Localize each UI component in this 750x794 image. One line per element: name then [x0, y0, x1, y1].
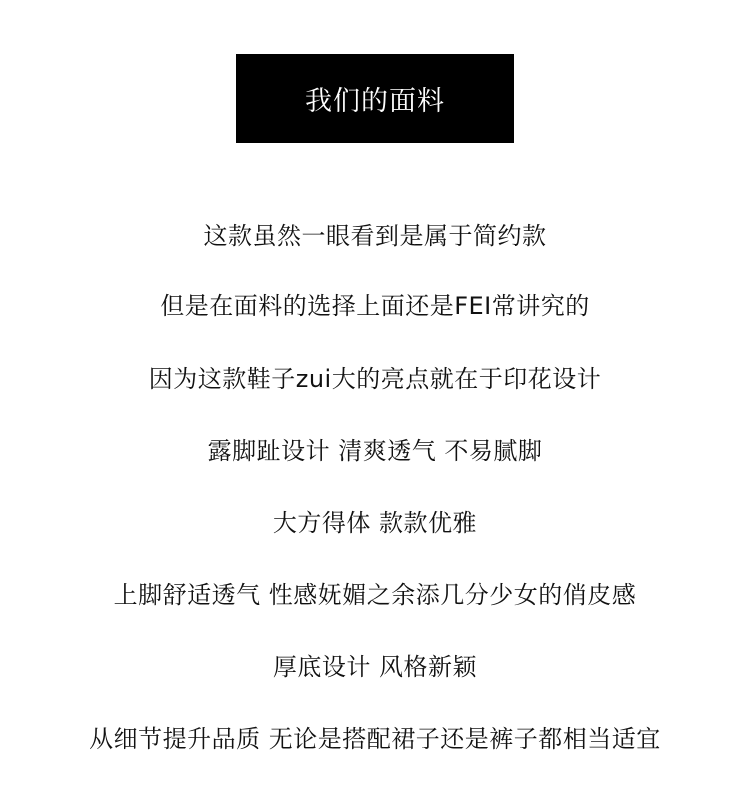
title-banner [236, 54, 514, 143]
description-line-3: 因为这款鞋子zui大的亮点就在于印花设计 [148, 365, 602, 393]
description-line-2: 但是在面料的选择上面还是FEI常讲究的 [160, 292, 590, 320]
description-line-7: 厚底设计 风格新颖 [272, 653, 478, 681]
description-line-4: 露脚趾设计 清爽透气 不易腻脚 [207, 437, 543, 465]
description-line-5: 大方得体 款款优雅 [272, 509, 478, 537]
description-line-1: 这款虽然一眼看到是属于简约款 [203, 222, 547, 250]
description-line-6: 上脚舒适透气 性感妩媚之余添几分少女的俏皮感 [113, 581, 637, 609]
description-line-8: 从细节提升品质 无论是搭配裙子还是裤子都相当适宜 [89, 725, 661, 753]
page-title: 我们的面料 [305, 86, 445, 117]
